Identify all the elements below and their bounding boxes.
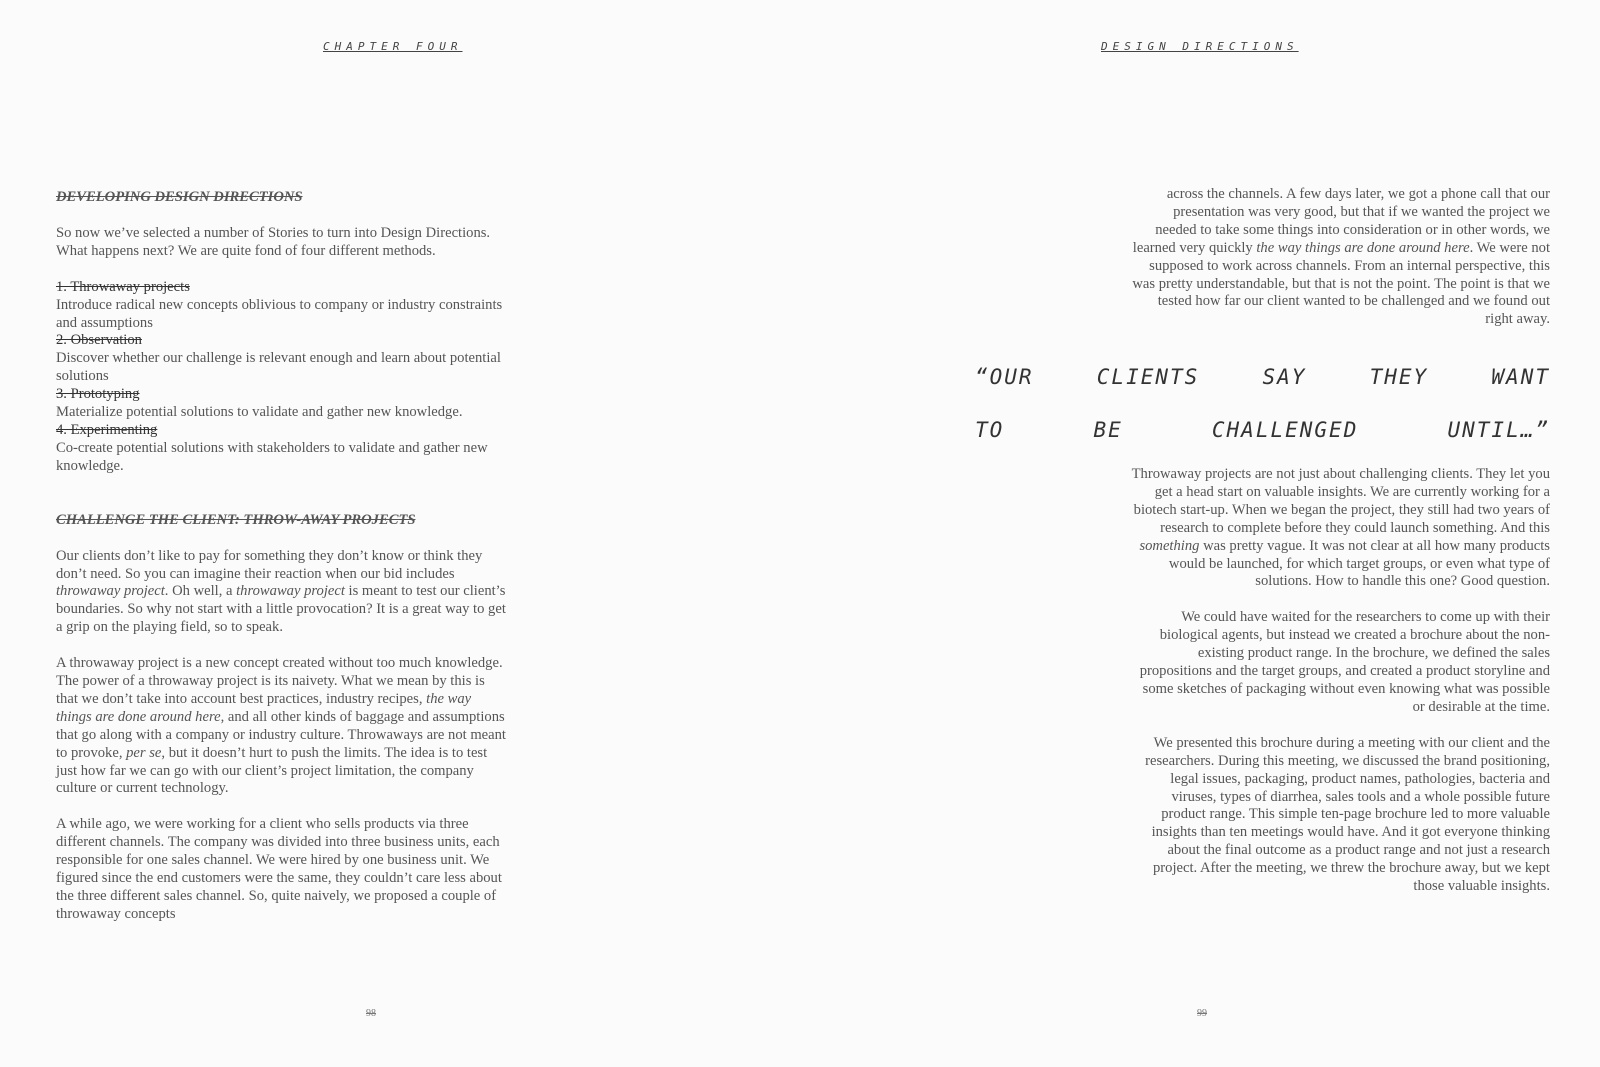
body-paragraph: A throwaway project is a new concept created without too much knowledge. The power of a throwaway project is its naivety. What we mean by this is that we don’t take into account best practices, industry recipes, the way things are done around here, and all other kinds of baggage and assumptions that go along with a company or industry culture. Throwaways are not meant to provoke, per se, but it doesn’t hurt to push the limits. The idea is to test just how far we can go with our client’s project limitation, the company culture or current technology.	[56, 655, 506, 797]
method-item	[56, 386, 506, 422]
page-number-right: 99	[1197, 1008, 1207, 1019]
method-description: Materialize potential solutions to validate and gather new knowledge.	[56, 404, 463, 421]
method-description: Co-create potential solutions with stakeholders to validate and gather new knowledge.	[56, 439, 488, 474]
right-page-body-top	[1130, 186, 1550, 347]
running-head-right: DESIGN DIRECTIONS	[1101, 40, 1299, 53]
method-title: 1. Throwaway projects	[56, 278, 190, 295]
right-page-body-bottom	[1130, 466, 1550, 914]
running-head-left: CHAPTER FOUR	[323, 40, 463, 53]
method-item	[56, 332, 506, 386]
method-description: Introduce radical new concepts oblivious to company or industry constraints and assumptions	[56, 296, 503, 331]
intro-paragraph: So now we’ve selected a number of Stories to turn into Design Directions. What happens next? We are quite fond of four different methods.	[56, 224, 491, 259]
body-paragraph: We could have waited for the researchers to come up with their biological agents, but instead we created a brochure about the non-existing product range. In the brochure, we defined the sales propositions and the target groups, and created a product storyline and some sketches of packaging without even knowing what was possible or desirable at the time.	[1139, 609, 1550, 715]
methods-list	[56, 279, 506, 476]
method-title: 2. Observation	[56, 332, 142, 349]
body-paragraph: Throwaway projects are not just about challenging clients. They let you get a head start on valuable insights. We are currently working for a biotech start-up. When we began the project, they still had two years of research to complete before they could launch something. And this something was pretty vague. It was not clear at all how many products would be launched, for which target groups, or even what type of solutions. How to handle this one? Good question.	[1131, 466, 1550, 590]
pull-quote-line-2: TO BE CHALLENGED UNTIL…”	[975, 418, 1550, 442]
section-heading-developing: DEVELOPING DESIGN DIRECTIONS	[56, 189, 303, 205]
left-page-body	[56, 189, 506, 942]
method-title: 3. Prototyping	[56, 386, 140, 403]
method-item	[56, 422, 506, 476]
body-paragraph: We presented this brochure during a meeting with our client and the researchers. During this meeting, we discussed the brand positioning, legal issues, packaging, product names, pathologies, bacteria and viruses, types of diarrhea, sales tools and a whole possible future product range. This simple ten-page brochure led to more valuable insights than ten meetings would have. And it got everyone thinking about the final outcome as a product range and not just a research project. After the meeting, we threw the brochure away, but we kept those valuable insights.	[1145, 734, 1550, 895]
method-title: 4. Experimenting	[56, 421, 158, 438]
method-item	[56, 279, 506, 333]
body-paragraph: A while ago, we were working for a client who sells products via three different channels. The company was divided into three business units, each responsible for one sales channel. We were hired by one business unit. We figured since the end customers were the same, they couldn’t care less about the three different sales channel. So, quite naively, we proposed a couple of throwaway concepts	[56, 816, 502, 922]
body-paragraph: Our clients don’t like to pay for something they don’t know or think they don’t need. So you can imagine their reaction when our bid includes throwaway project. Oh well, a throwaway project is meant to test our client’s boundaries. So why not start with a little provocation? It is a great way to get a grip on the playing field, so to speak.	[56, 547, 506, 636]
page-number-left: 98	[366, 1008, 376, 1019]
body-paragraph: across the channels. A few days later, we got a phone call that our presentation was very good, but that if we wanted the project we needed to take some things into consideration or in other words, we learned very quickly the way things are done around here. We were not supposed to work across channels. From an internal perspective, this was pretty understandable, but that is not the point. The point is that we tested how far our client wanted to be challenged and we found out right away.	[1132, 186, 1550, 328]
section-heading-challenge: CHALLENGE THE CLIENT: THROW-AWAY PROJECTS	[56, 511, 416, 528]
pull-quote-line-1: “OUR CLIENTS SAY THEY WANT	[975, 365, 1550, 389]
method-description: Discover whether our challenge is relevant enough and learn about potential solutions	[56, 350, 501, 385]
